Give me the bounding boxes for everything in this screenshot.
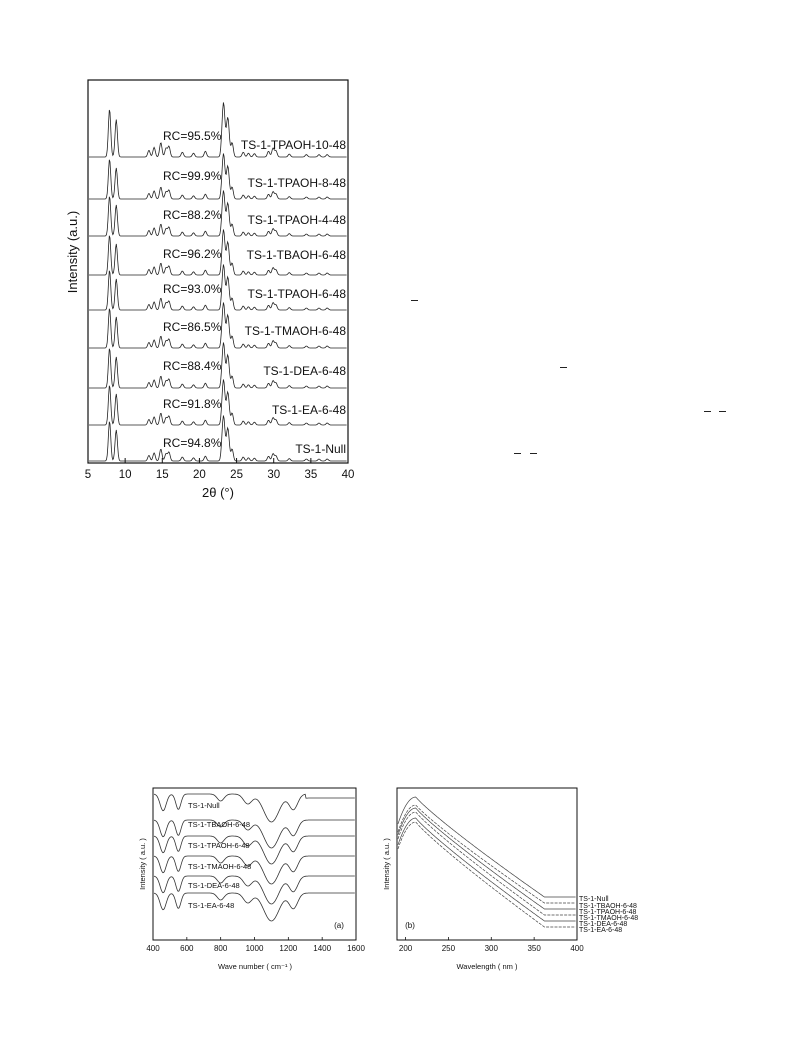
ir-x-tick-label: 1000 (245, 944, 264, 953)
ir-x-tick-label: 1400 (313, 944, 332, 953)
uv-traces (398, 797, 576, 927)
ir-series-label: TS-1-Null (188, 801, 220, 810)
ir-series-line (154, 794, 355, 822)
ir-x-tick-label: 1200 (279, 944, 298, 953)
xrd-rc-annotation: RC=91.8% (163, 397, 222, 411)
uv-series-label: TS-1-TBAOH-6-48 (579, 903, 637, 910)
ir-series-line (154, 876, 355, 904)
uv-x-tick-label: 350 (527, 944, 541, 953)
xrd-rc-annotation: RC=94.8% (163, 436, 222, 450)
ir-series-line (154, 820, 355, 848)
uv-series-line (398, 797, 576, 897)
uv-series-label: TS-1-TMAOH-6-48 (579, 915, 639, 922)
ir-chart (138, 788, 365, 971)
ir-series-label: TS-1-DEA-6-48 (188, 881, 240, 890)
xrd-series-label: TS-1-TBAOH-6-48 (246, 248, 346, 262)
ir-series-label: TS-1-TBAOH-6-48 (188, 820, 251, 829)
xrd-x-axis-label: 2θ (°) (202, 485, 234, 500)
uv-chart (382, 788, 638, 971)
text-mark (411, 300, 418, 301)
xrd-series-label: TS-1-TMAOH-6-48 (244, 324, 346, 338)
text-mark (560, 367, 567, 368)
ir-x-axis-label: Wave number ( cm⁻¹ ) (217, 962, 293, 971)
ir-panel-label: (a) (334, 921, 344, 930)
ir-y-axis-label: Intensity ( a.u. ) (138, 838, 147, 890)
xrd-x-tick-label: 25 (230, 469, 243, 481)
xrd-x-tick-label: 10 (118, 469, 132, 481)
uv-series-label: TS-1-EA-6-48 (579, 927, 623, 934)
xrd-rc-annotation: RC=86.5% (163, 320, 222, 334)
xrd-rc-annotation: RC=96.2% (163, 247, 222, 261)
uv-series-line (398, 805, 576, 903)
uv-series-line (398, 808, 576, 909)
uv-x-ticks (399, 937, 584, 953)
uv-x-tick-label: 300 (484, 944, 498, 953)
xrd-x-tick-label: 40 (341, 469, 355, 481)
xrd-chart (65, 80, 354, 500)
xrd-x-tick-label: 15 (155, 469, 169, 481)
xrd-rc-annotation: RC=95.5% (163, 129, 222, 143)
xrd-rc-annotation: RC=99.9% (163, 169, 222, 183)
ir-plot-frame (153, 788, 356, 940)
uv-series-label: TS-1-TPAOH-6-48 (579, 909, 637, 916)
xrd-series-label: TS-1-TPAOH-6-48 (247, 287, 346, 301)
xrd-series-label: TS-1-Null (295, 442, 346, 456)
ir-x-ticks (146, 937, 365, 953)
xrd-series-label: TS-1-TPAOH-10-48 (240, 138, 346, 152)
xrd-rc-annotation: RC=93.0% (163, 282, 222, 296)
xrd-labels (163, 129, 346, 456)
ir-traces (154, 794, 355, 921)
uv-plot-frame (397, 788, 577, 940)
xrd-rc-annotation: RC=88.4% (163, 359, 222, 373)
ir-x-tick-label: 600 (180, 944, 194, 953)
uv-x-tick-label: 400 (570, 944, 584, 953)
ir-series-label: TS-1-TPAOH-6-48 (188, 841, 250, 850)
xrd-series-label: TS-1-TPAOH-8-48 (247, 176, 346, 190)
xrd-x-tick-label: 5 (84, 469, 92, 481)
uv-labels (579, 896, 638, 934)
text-mark (704, 411, 711, 412)
text-mark (530, 453, 537, 454)
text-mark (719, 411, 726, 412)
ir-x-tick-label: 400 (146, 944, 160, 953)
ir-series-label: TS-1-EA-6-48 (188, 901, 235, 910)
uv-panel-label: (b) (405, 921, 415, 930)
uv-series-label: TS-1-Null (579, 896, 609, 903)
uv-series-line (398, 822, 576, 927)
ir-series-line (154, 893, 355, 921)
ir-series-line (154, 836, 355, 864)
uv-x-axis-label: Wavelength ( nm ) (456, 962, 518, 971)
xrd-series-label: TS-1-DEA-6-48 (263, 364, 346, 378)
xrd-series-label: TS-1-TPAOH-4-48 (247, 213, 346, 227)
xrd-rc-annotation: RC=88.2% (163, 208, 222, 222)
xrd-x-ticks (85, 458, 355, 481)
xrd-x-tick-label: 35 (304, 469, 318, 481)
ir-x-tick-label: 1600 (347, 944, 365, 953)
xrd-y-axis-label: Intensity (a.u.) (65, 210, 80, 294)
xrd-series-label: TS-1-EA-6-48 (271, 403, 346, 417)
xrd-x-tick-label: 30 (267, 469, 281, 481)
uv-series-line (398, 818, 576, 921)
uv-x-tick-label: 250 (441, 944, 456, 953)
uv-y-axis-label: Intensity ( a.u. ) (382, 838, 391, 890)
uv-x-tick-label: 200 (398, 944, 413, 953)
xrd-x-tick-label: 20 (193, 469, 206, 481)
text-mark (514, 453, 521, 454)
ir-x-tick-label: 800 (213, 944, 228, 953)
uv-series-label: TS-1-DEA-6-48 (579, 921, 628, 928)
ir-series-line (154, 856, 355, 884)
ir-labels (188, 801, 251, 910)
ir-series-label: TS-1-TMAOH-6-48 (188, 862, 252, 871)
